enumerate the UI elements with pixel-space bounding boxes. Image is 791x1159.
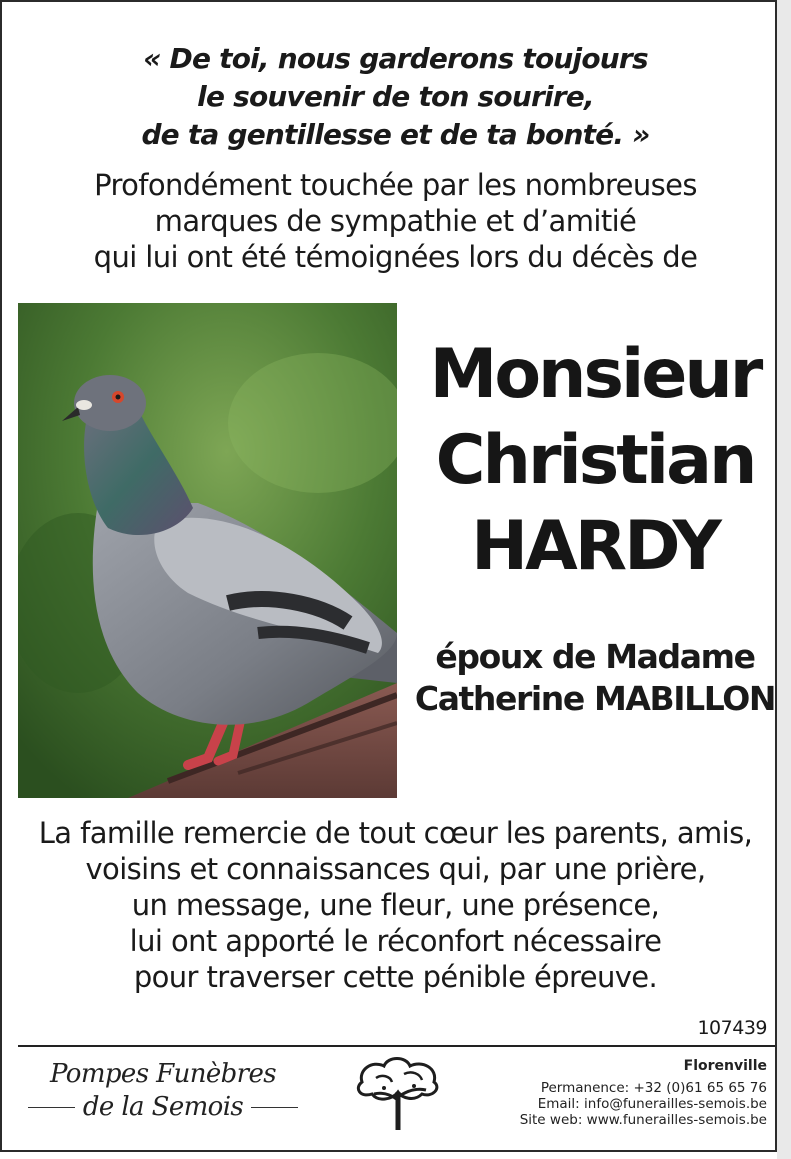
deceased-first-name: Christian <box>435 421 755 500</box>
thanks-line: pour traverser cette pénible épreuve. <box>133 960 658 994</box>
brand-dash-right <box>251 1107 298 1108</box>
quote-line: « De toi, nous garderons toujours <box>143 42 648 75</box>
pigeon-photo-illustration <box>18 303 397 798</box>
pigeon-photo <box>18 303 397 798</box>
reference-number: 107439 <box>697 1017 767 1039</box>
intro-text <box>0 167 791 275</box>
footer-divider <box>18 1045 775 1047</box>
contact-email: Email: info@funerailles-semois.be <box>537 1096 767 1112</box>
contact-city: Florenville <box>683 1058 767 1074</box>
thanks-text <box>0 815 791 995</box>
brand-line2: de la Semois <box>82 1092 244 1122</box>
deceased-title: Monsieur <box>429 335 761 414</box>
intro-line: Profondément touchée par les nombreuses <box>94 168 697 202</box>
deceased-name <box>400 332 790 590</box>
thanks-line: voisins et connaissances qui, par une prière, <box>85 852 706 886</box>
contact-info <box>407 1058 767 1128</box>
thanks-line: un message, une fleur, une présence, <box>131 888 660 922</box>
spouse-line1: époux de Madame <box>435 637 755 676</box>
intro-line: marques de sympathie et d’amitié <box>154 204 637 238</box>
thanks-line: La famille remercie de tout cœur les parents, amis, <box>38 816 753 850</box>
thanks-line: lui ont apporté le réconfort nécessaire <box>129 924 662 958</box>
funeral-home-brand <box>28 1058 298 1124</box>
quote-line: de ta gentillesse et de ta bonté. » <box>141 118 650 151</box>
memorial-quote <box>0 40 791 154</box>
brand-dash-left <box>28 1107 75 1108</box>
brand-line1: Pompes Funèbres <box>49 1059 277 1089</box>
intro-line: qui lui ont été témoignées lors du décès de <box>93 240 698 274</box>
contact-phone: Permanence: +32 (0)61 65 65 76 <box>540 1080 767 1096</box>
contact-website: Site web: www.funerailles-semois.be <box>519 1112 767 1128</box>
brand-line2-row <box>28 1090 298 1124</box>
quote-line: le souvenir de ton sourire, <box>197 80 594 113</box>
deceased-last-name: HARDY <box>471 507 719 586</box>
spouse-line2: Catherine MABILLON <box>414 679 776 718</box>
spouse-info <box>400 636 790 720</box>
